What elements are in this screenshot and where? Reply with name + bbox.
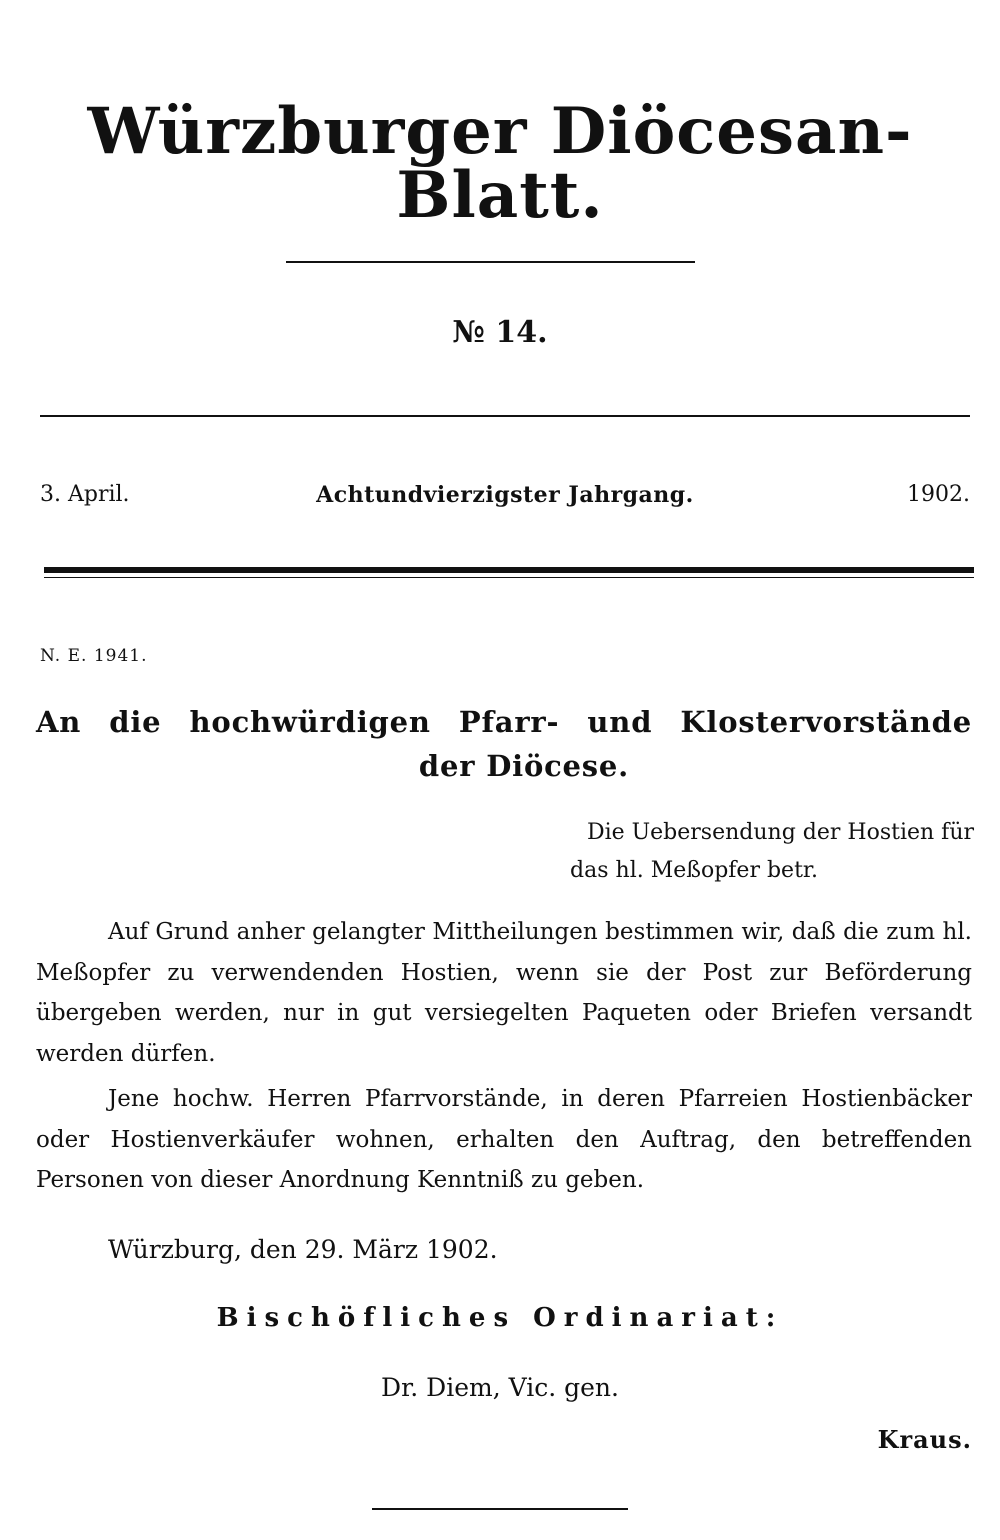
- notice-subject: [524, 814, 974, 890]
- masthead-title: Würzburger Diöcesan-Blatt.: [87, 94, 913, 233]
- signer-secondary: Kraus.: [877, 1425, 972, 1454]
- issue-date: 3. April.: [40, 482, 130, 507]
- issue-number: № 14.: [452, 315, 548, 350]
- notice-subject-line1: Die Uebersendung der Hostien für: [586, 820, 974, 845]
- place-and-date: Würzburg, den 29. März 1902.: [108, 1235, 498, 1264]
- signer-primary: Dr. Diem, Vic. gen.: [381, 1373, 619, 1402]
- notice-paragraph-1: Auf Grund anher gelangter Mittheilungen bestimmen wir, daß die zum hl. Meßopfer zu verwendenden Hostien, wenn sie der Post zur Beförderung übergeben werden, nur in gut versiegelten Paqueten oder Briefen versandt werden dürfen.: [36, 919, 972, 1067]
- masthead-short-rule: [286, 261, 695, 263]
- issuing-authority: Bischöfliches Ordinariat:: [216, 1303, 784, 1333]
- closing-rule: [372, 1508, 628, 1510]
- thick-double-rule-top: [44, 567, 974, 573]
- notice-heading: [36, 700, 972, 788]
- notice-subject-line2: das hl. Meßopfer betr.: [570, 858, 818, 883]
- upper-full-rule: [40, 415, 970, 417]
- notice-reference: N. E. 1941.: [40, 646, 148, 666]
- notice-heading-line2: der Diöcese.: [418, 749, 630, 783]
- volume-label: Achtundvierzigster Jahrgang.: [316, 482, 694, 508]
- notice-heading-line1: An die hochwürdigen Pfarr- und Klostervorstände: [36, 705, 972, 739]
- dateline: [40, 478, 970, 512]
- issue-year: 1902.: [907, 482, 970, 507]
- notice-paragraph-2: Jene hochw. Herren Pfarrvorstände, in deren Pfarreien Hostienbäcker oder Hostienverkäufer wohnen, erhalten den Auftrag, den betreffenden Personen von dieser Anordnung Kenntniß zu geben.: [36, 1086, 972, 1193]
- thick-double-rule-bottom: [44, 577, 974, 578]
